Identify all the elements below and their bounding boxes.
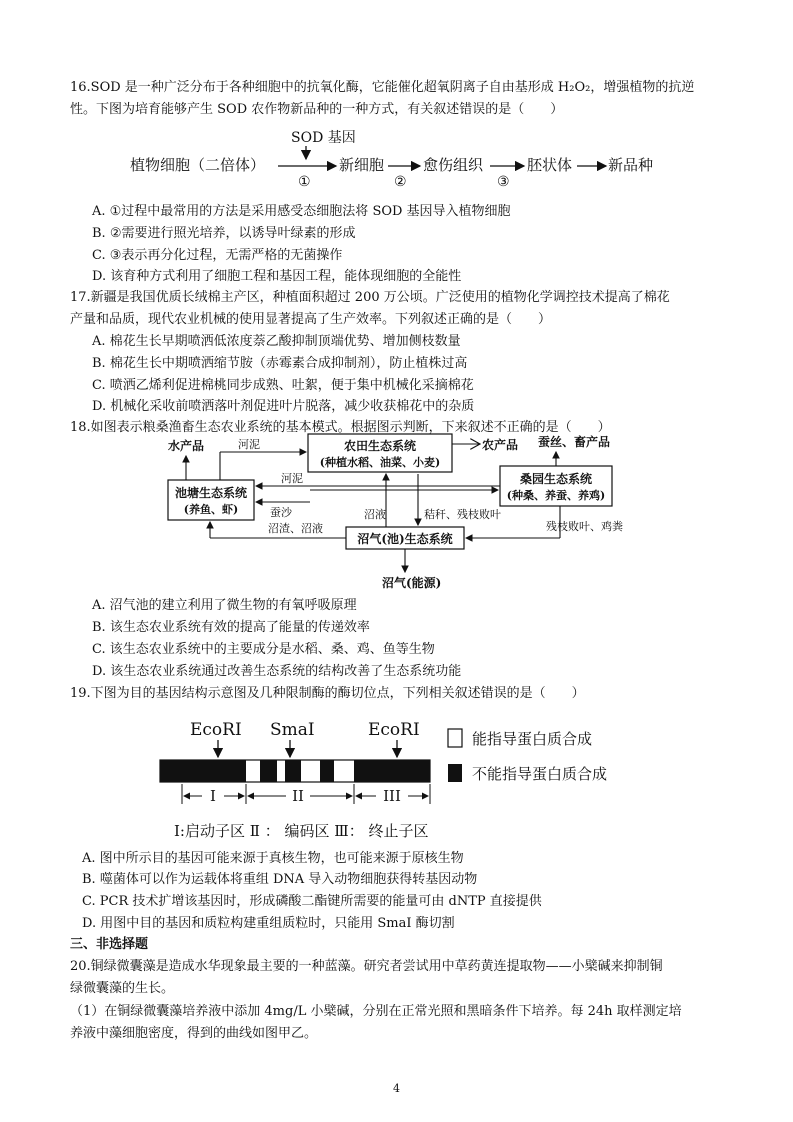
q16-option-b: B. ②需要进行照光培养，以诱导叶绿素的形成 xyxy=(92,226,356,241)
q18-option-a: A. 沼气池的建立利用了微生物的有氧呼吸原理 xyxy=(92,598,357,613)
sod-gene-label: SOD 基因 xyxy=(291,130,356,146)
new-cell-label: 新细胞 xyxy=(339,156,385,174)
q17-option-a: A. 棉花生长早期喷洒低浓度萘乙酸抑制顶端优势、增加侧枝数量 xyxy=(92,334,461,349)
step-2-label: ② xyxy=(394,174,407,190)
q19-gene-structure-diagram xyxy=(150,708,640,848)
legend-black-swatch xyxy=(448,764,462,782)
farmland-box-title: 农田生态系统 xyxy=(343,439,417,453)
slurry-label: 沼液 xyxy=(364,508,386,521)
embryoid-label: 胚状体 xyxy=(527,156,573,174)
legend-white-swatch xyxy=(448,729,462,747)
legend-white-label: 能指导蛋白质合成 xyxy=(472,730,593,748)
pond-box-subtitle: (养鱼、虾) xyxy=(183,503,239,516)
region-caption: Ⅰ:启动子区 Ⅱ ： 编码区 Ⅲ： 终止子区 xyxy=(174,822,429,840)
q19-option-b: B. 噬菌体可以作为运载体将重组 DNA 导入动物细胞获得转基因动物 xyxy=(82,872,478,887)
q19-option-a: A. 图中所示目的基因可能来源于真核生物，也可能来源于原核生物 xyxy=(82,851,464,866)
q16-stem-line1: 16.SOD 是一种广泛分布于各种细胞中的抗氧化酶，它能催化超氧阴离子自由基形成 H₂O₂，增强植物的抗逆 xyxy=(70,80,695,95)
q17-stem-line2: 产量和品质，现代农业机械的使用显著提高了生产效率。下列叙述正确的是（ ） xyxy=(70,312,552,327)
smai-site: SmaI xyxy=(270,720,315,740)
new-variety-label: 新品种 xyxy=(608,156,654,174)
biogas-energy-label: 沼气(能源) xyxy=(382,576,442,590)
region-1-label: I xyxy=(210,787,216,805)
callus-label: 愈伤组织 xyxy=(423,156,484,174)
straw-label: 秸秆、残枝败叶 xyxy=(424,508,501,521)
q18-stem: 18.如图表示粮桑渔畜生态农业系统的基本模式。根据图示判断，下来叙述不正确的是（ ） xyxy=(70,420,611,435)
ecori-right-site: EcoRI xyxy=(368,720,420,740)
q16-option-a: A. ①过程中最常用的方法是采用感受态细胞法将 SOD 基因导入植物细胞 xyxy=(92,204,511,219)
step-1-label: ① xyxy=(298,174,311,190)
aquatic-products-label: 水产品 xyxy=(168,439,205,453)
q20-stem-line2: 绿微囊藻的生长。 xyxy=(70,981,175,996)
q17-stem-line1: 17.新疆是我国优质长绒棉主产区，种植面积超过 200 万公顷。广泛使用的植物化学调控技术提高了棉花 xyxy=(70,290,670,305)
region-3-label: III xyxy=(383,787,401,805)
q19-option-c: C. PCR 技术扩增该基因时，形成磷酸二酯键所需要的能量可由 dNTP 直接提供 xyxy=(82,894,542,909)
silk-products-label: 蚕丝、畜产品 xyxy=(538,435,611,449)
step-3-label: ③ xyxy=(497,174,510,190)
q20-stem-line1: 20.铜绿微囊藻是造成水华现象最主要的一种蓝藻。研究者尝试用中草药黄连提取物——小檗碱来抑制铜 xyxy=(70,959,663,974)
q18-option-d: D. 该生态农业系统通过改善生态系统的结构改善了生态系统功能 xyxy=(92,664,462,679)
farmland-box-subtitle: (种植水稻、油菜、小麦) xyxy=(319,456,441,469)
q17-option-d: D. 机械化采收前喷洒落叶剂促进叶片脱落，减少收获棉花中的杂质 xyxy=(92,399,475,414)
silkworm-sand-label: 蚕沙 xyxy=(270,506,292,519)
q16-stem-line2: 性。下图为培育能够产生 SOD 农作物新品种的一种方式，有关叙述错误的是（ ） xyxy=(70,102,564,117)
q18-eco-system-diagram xyxy=(160,430,640,596)
q18-option-b: B. 该生态农业系统有效的提高了能量的传递效率 xyxy=(92,620,370,635)
plant-cell-label: 植物细胞（二倍体） xyxy=(130,156,266,174)
q16-flow-diagram xyxy=(130,126,670,196)
q18-option-c: C. 该生态农业系统中的主要成分是水稻、桑、鸡、鱼等生物 xyxy=(92,642,435,657)
q19-stem: 19.下图为目的基因结构示意图及几种限制酶的酶切位点，下列相关叙述错误的是（ ） xyxy=(70,686,585,701)
agri-products-label: 农产品 xyxy=(482,438,519,452)
page-number: 4 xyxy=(393,1082,400,1095)
q16-option-c: C. ③表示再分化过程，无需严格的无菌操作 xyxy=(92,248,343,263)
mulberry-box-subtitle: (种桑、养蚕、养鸡) xyxy=(506,489,606,502)
leaves-manure-label: 残枝败叶、鸡粪 xyxy=(546,520,623,533)
biogas-box-title: 沼气(池)生态系统 xyxy=(357,532,453,546)
q17-option-b: B. 棉花生长中期喷洒缩节胺（赤霉素合成抑制剂），防止植株过高 xyxy=(92,356,468,371)
legend-black-label: 不能指导蛋白质合成 xyxy=(472,765,608,783)
mud-label-2: 河泥 xyxy=(281,472,303,485)
q16-option-d: D. 该育种方式利用了细胞工程和基因工程，能体现细胞的全能性 xyxy=(92,269,462,284)
mulberry-box-title: 桑园生态系统 xyxy=(519,472,593,486)
q20-part1-line1: （1）在铜绿微囊藻培养液中添加 4mg/L 小檗碱，分别在正常光照和黑暗条件下培养。每 24h 取样测定培 xyxy=(70,1004,682,1019)
q20-part1-line2: 养液中藻细胞密度，得到的曲线如图甲乙。 xyxy=(70,1026,318,1041)
ecori-left-site: EcoRI xyxy=(190,720,242,740)
slurry-residue-label: 沼渣、沼液 xyxy=(268,522,323,535)
region-2-label: II xyxy=(292,787,304,805)
mud-label-1: 河泥 xyxy=(238,438,260,451)
section-3-heading: 三、非选择题 xyxy=(70,937,149,952)
q19-option-d: D. 用图中目的基因和质粒构建重组质粒时，只能用 SmaI 酶切割 xyxy=(82,916,455,931)
pond-box-title: 池塘生态系统 xyxy=(174,486,248,500)
q17-option-c: C. 喷洒乙烯利促进棉桃同步成熟、吐絮，便于集中机械化采摘棉花 xyxy=(92,378,474,393)
